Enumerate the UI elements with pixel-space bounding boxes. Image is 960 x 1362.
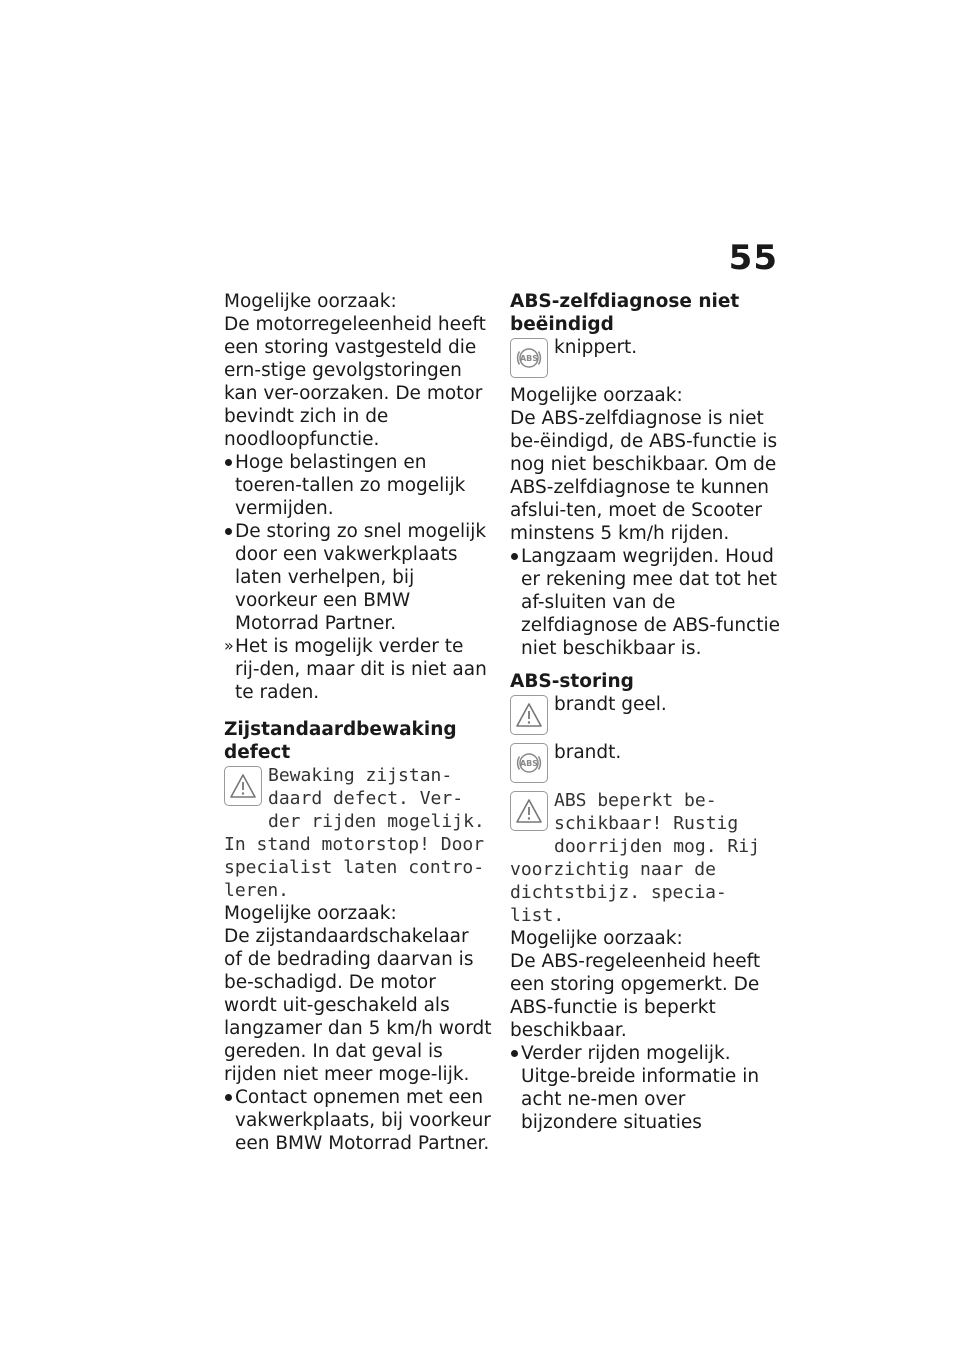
indicator-line <box>510 693 780 741</box>
display-message: ABS beperkt be-schikbaar! Rustig doorrijden mog. Rij voorzichtig naar de dichtstbijz. specia-list. <box>510 790 760 926</box>
indicator-line <box>510 741 780 789</box>
cause-label: Mogelijke oorzaak: <box>224 291 397 312</box>
display-message: Bewaking zijstan-daard defect. Ver-der rijden mogelijk. In stand motorstop! Door specialist laten contro-leren. <box>224 765 485 901</box>
warning-triangle-icon <box>510 695 548 735</box>
list-item: Contact opnemen met een vakwerkplaats, bij voorkeur een BMW Motorrad Partner. <box>224 1086 492 1155</box>
warning-triangle-icon <box>510 791 548 831</box>
warning-triangle-icon <box>224 766 262 806</box>
cause-text: De motorregeleenheid heeft een storing vastgesteld die ern-stige gevolgstoringen kan ver-oorzaken. De motor bevindt zich in de noodloopfunctie. <box>224 314 486 450</box>
indicator-text: brandt geel. <box>554 694 667 715</box>
svg-text:ABS: ABS <box>519 353 539 363</box>
indicator-line <box>510 336 780 384</box>
result-item: » Het is mogelijk verder te rij-den, maar dit is niet aan te raden. <box>224 635 492 704</box>
list-item: Verder rijden mogelijk. Uitge-breide informatie in acht ne-men over bijzondere situaties <box>510 1042 780 1134</box>
instruction-list <box>510 1042 780 1134</box>
indicator-text: knippert. <box>554 337 638 358</box>
display-message-block <box>510 789 780 927</box>
abs-warning-icon <box>510 338 548 378</box>
svg-text:ABS: ABS <box>519 758 539 768</box>
instruction-list <box>224 1086 492 1155</box>
cause-text: De ABS-zelfdiagnose is niet be-ëindigd, de ABS-functie is nog niet beschikbaar. Om de ABS-zelfdiagnose te kunnen afslui-ten, moet de Scooter minstens 5 km/h rijden. <box>510 408 778 544</box>
right-column <box>510 290 780 1134</box>
left-column <box>224 290 492 1155</box>
page-number: 55 <box>728 238 778 278</box>
list-item: Langzaam wegrijden. Houd er rekening mee dat tot het af-sluiten van de zelfdiagnose de ABS-functie niet beschikbaar is. <box>510 545 780 660</box>
cause-label: Mogelijke oorzaak: <box>510 385 683 406</box>
list-item: Hoge belastingen en toeren-tallen zo mogelijk vermijden. <box>224 451 492 520</box>
section-heading: ABS-zelfdiagnose niet beëindigd <box>510 291 740 335</box>
abs-warning-icon <box>510 743 548 783</box>
instruction-list <box>510 545 780 660</box>
instruction-list <box>224 451 492 704</box>
display-message-block <box>224 764 492 902</box>
cause-label: Mogelijke oorzaak: <box>510 928 683 949</box>
cause-text: De zijstandaardschakelaar of de bedrading daarvan is be-schadigd. De motor wordt uit-geschakeld als langzamer dan 5 km/h wordt gereden. In dat geval is rijden niet meer moge-lijk. <box>224 926 492 1085</box>
indicator-text: brandt. <box>554 742 622 763</box>
section-heading: Zijstandaardbewaking defect <box>224 719 457 763</box>
list-item: De storing zo snel mogelijk door een vakwerkplaats laten verhelpen, bij voorkeur een BMW Motorrad Partner. <box>224 520 492 635</box>
cause-label: Mogelijke oorzaak: <box>224 903 397 924</box>
section-heading: ABS-storing <box>510 671 634 692</box>
cause-text: De ABS-regeleenheid heeft een storing opgemerkt. De ABS-functie is beperkt beschikbaar. <box>510 951 761 1041</box>
